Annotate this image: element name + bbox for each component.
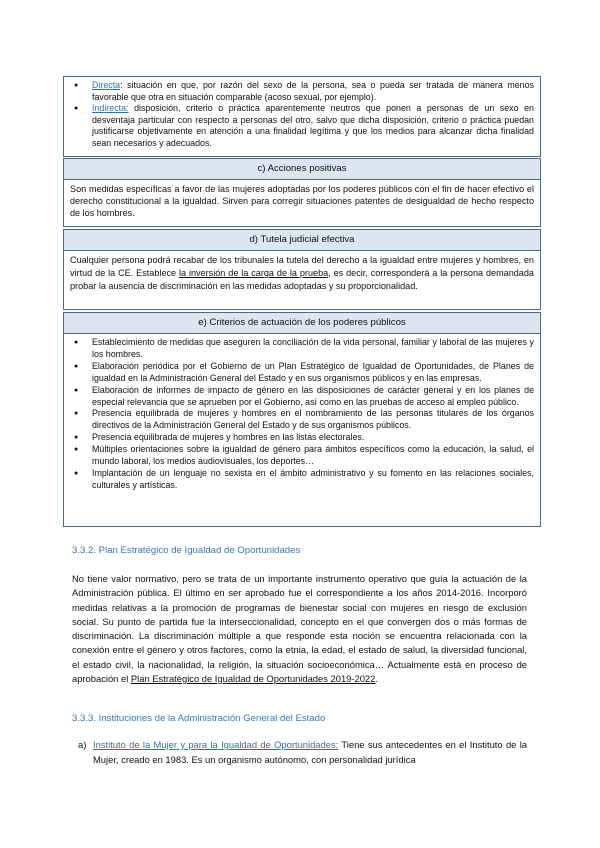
list-item: ● Múltiples orientaciones sobre la igualdad de género para ámbitos específicos como la educación, la salud, el mundo laboral, los medios audiovisuales, los deportes…	[70, 444, 534, 468]
plan-estrategico-link[interactable]: Plan Estratégico de Igualdad de Oportunidades 2019-2022	[130, 673, 376, 685]
section-header-e: e) Criterios de actuación de los poderes públicos	[64, 312, 540, 334]
plan-estrategico-paragraph: No tiene valor normativo, pero se trata de un importante instrumento operativo que guía la actuación de la Administración pública. El último en ser aprobado fue el correspondiente a los años 2014-2016. Incorporó medidas relativas a la promoción de programas de bienestar social con mujeres en riesgo de exclusión social. Su punto de partida fue la interseccionalidad, concepto en el que convergen dos o más formas de discriminación. La discriminación múltiple a que responde esta noción se encuentra relacionada con la conexión entre el género y otros factores, como la etnia, la edad, el estado de salud, la diversidad funcional, el estado civil, la nacionalidad, la religión, la situación socioeconómica… Actualmente está en proceso de aprobación el Plan Estratégico de Igualdad de Oportunidades 2019-2022.	[72, 573, 527, 685]
tutela-judicial-text: Cualquier persona podrá recabar de los tribunales la tutela del derecho a la igualdad entre mujeres y hombres, en virtud de la CE. Establece la inversión de la carga de la prueba, es decir, corresponderá a la persona demandada probar la ausencia de discriminación en las medidas adoptadas y su proporcionalidad.	[70, 255, 534, 292]
table-acciones-positivas	[63, 158, 541, 227]
indirecta-link[interactable]: Indirecta:	[92, 103, 129, 114]
table-discrimination-cell	[63, 76, 541, 157]
section-heading-332: 3.3.2. Plan Estratégico de Igualdad de Oportunidades	[72, 545, 301, 556]
instituto-mujer-item: a) Instituto de la Mujer y para la Igualdad de Oportunidades: Tiene sus antecedentes en el Instituto de la Mujer, creado en 1983. Es un organismo autónomo, con personalidad jurídica	[78, 739, 528, 765]
section-header-d: d) Tutela judicial efectiva	[64, 229, 540, 251]
section-header-c: c) Acciones positivas	[64, 158, 540, 180]
list-item: ● Presencia equilibrada de mujeres y hombres en el nombramiento de las personas titulares de los órganos directivos de la Administración General del Estado y de sus organismos públicos.	[70, 408, 534, 432]
acciones-positivas-text: Son medidas específicas a favor de las mujeres adoptadas por los poderes públicos con el fin de hacer efectivo el derecho constitucional a la igualdad. Sirven para corregir situaciones patentes de desigualdad de hecho respecto de los hombres.	[70, 184, 534, 218]
criterios-list	[64, 334, 540, 496]
item-label: a)	[78, 739, 87, 750]
table-tutela-judicial	[63, 229, 541, 310]
list-item: ● Elaboración periódica por el Gobierno de un Plan Estratégico de Igualdad de Oportunidades, de Planes de igualdad en la Administración General del Estado y en sus organismos públicos y en las empresas.	[70, 361, 534, 385]
discrimination-list	[64, 77, 540, 154]
list-item: ● Establecimiento de medidas que aseguren la conciliación de la vida personal, familiar y laboral de las mujeres y los hombres.	[70, 337, 534, 361]
inversion-carga-prueba-link[interactable]: la inversión de la carga de la prueba	[179, 268, 329, 279]
list-item: ● Indirecta: disposición, criterio o práctica aparentemente neutros que ponen a personas de un sexo en desventaja particular con respecto a personas del otro, salvo que dicha disposición, criterio o práctica puedan justificarse objetivamente en atención a una finalidad legítima y que los medios para alcanzar dicha finalidad sean necesarios y adecuados.	[70, 103, 534, 149]
instituto-mujer-link[interactable]: Instituto de la Mujer y para la Igualdad de Oportunidades:	[93, 739, 339, 750]
list-item: ● Directa: situación en que, por razón del sexo de la persona, sea o pueda ser tratada de manera menos favorable que otra en situación comparable (acoso sexual, por ejemplo).	[70, 80, 534, 103]
list-item: ● Presencia equilibrada de mujeres y hombres en las listas electorales.	[70, 432, 534, 444]
directa-link[interactable]: Directa	[92, 80, 121, 90]
list-item: ● Implantación de un lenguaje no sexista en el ámbito administrativo y su fomento en las relaciones sociales, culturales y artísticas.	[70, 468, 534, 492]
section-heading-333: 3.3.3. Instituciones de la Administración General del Estado	[72, 713, 326, 724]
table-criterios-actuacion	[63, 312, 541, 527]
list-item: ● Elaboración de informes de impacto de género en las disposiciones de carácter general y en los planes de especial relevancia que se aprueben por el Gobierno, así como en las pruebas de acceso al empleo público.	[70, 385, 534, 409]
